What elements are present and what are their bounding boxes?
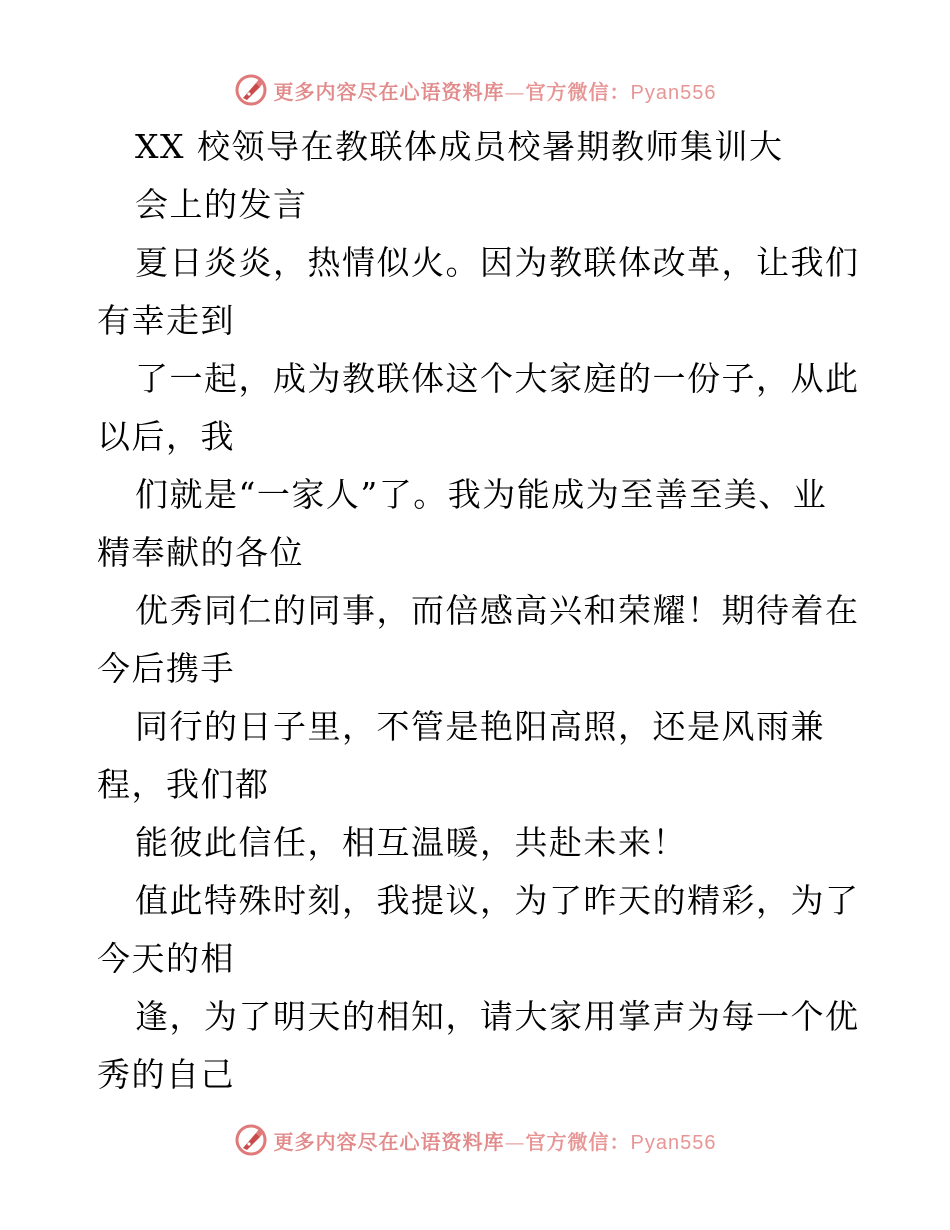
text-line: XX 校领导在教联体成员校暑期教师集训大 [135, 127, 784, 166]
text-line: 以后，我 [97, 417, 235, 456]
text-line: 今天的相 [97, 939, 235, 978]
watermark-main-text: 更多内容尽在心语资料库 [273, 79, 505, 104]
watermark-dash: — [504, 79, 526, 104]
text-line: 精奉献的各位 [97, 533, 304, 572]
text-line: 秀的自己 [97, 1055, 235, 1094]
text-line: 会上的发言 [135, 185, 308, 224]
text-line: 程，我们都 [97, 765, 270, 804]
text-line: 优秀同仁的同事，而倍感高兴和荣耀！期待着在 [135, 591, 860, 630]
watermark-dash: — [504, 1129, 526, 1154]
text-line: 有幸走到 [97, 301, 235, 340]
text-line: 值此特殊时刻，我提议，为了昨天的精彩，为了 [135, 881, 860, 920]
text-line: 们就是“一家人”了。我为能成为至善至美、业 [135, 475, 828, 514]
pen-nib-logo-icon [234, 73, 268, 107]
text-line: 夏日炎炎，热情似火。因为教联体改革，让我们 [135, 243, 860, 282]
pen-nib-logo-icon [234, 1123, 268, 1157]
watermark-wechat-id: Pyan556 [630, 81, 717, 104]
watermark-wechat-label: 官方微信： [525, 79, 631, 104]
document-body [97, 118, 860, 1104]
watermark-main-text: 更多内容尽在心语资料库 [273, 1129, 505, 1154]
footer-watermark-banner [0, 1120, 950, 1160]
text-line: 能彼此信任，相互温暖，共赴未来！ [135, 823, 687, 862]
text-line: 同行的日子里，不管是艳阳高照，还是风雨兼 [135, 707, 825, 746]
watermark-text [274, 76, 717, 105]
text-line: 逢，为了明天的相知，请大家用掌声为每一个优 [135, 997, 860, 1036]
header-watermark-banner [0, 70, 950, 110]
watermark-text [274, 1126, 717, 1155]
text-line: 了一起，成为教联体这个大家庭的一份子，从此 [135, 359, 860, 398]
watermark-wechat-id: Pyan556 [630, 1131, 717, 1154]
watermark-wechat-label: 官方微信： [525, 1129, 631, 1154]
text-line: 今后携手 [97, 649, 235, 688]
